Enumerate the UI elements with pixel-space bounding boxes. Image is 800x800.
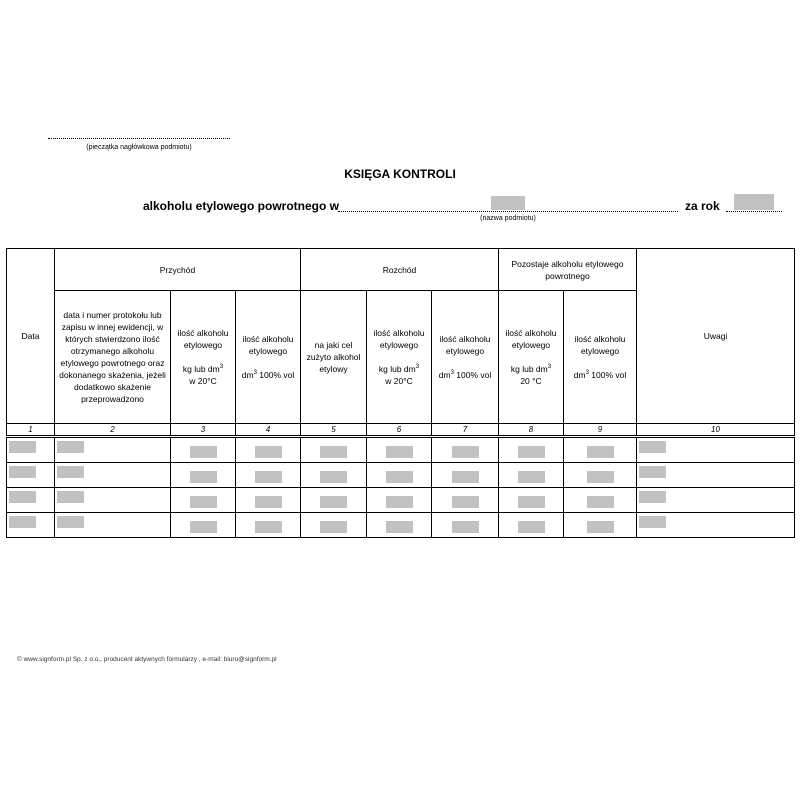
income-mass-input[interactable] xyxy=(190,496,217,508)
page-title: KSIĘGA KONTROLI xyxy=(344,167,456,181)
column-number: 4 xyxy=(236,424,301,437)
column-number: 6 xyxy=(367,424,432,437)
column-numbers-row xyxy=(7,424,795,437)
footer-copyright: © www.signform.pl Sp. z o.o., producent aktywnych formularzy , e-mail: biuro@signform.pl xyxy=(17,656,277,663)
header-outgo-volume: ilość alkoholu etylowego $dm^3$ 100% vol xyxy=(432,291,499,424)
stamp-dotted-line xyxy=(48,132,230,139)
column-number: 10 xyxy=(637,424,795,437)
remaining-volume-input[interactable] xyxy=(587,471,614,483)
column-number: 2 xyxy=(55,424,171,437)
income-mass-input[interactable] xyxy=(190,471,217,483)
column-number: 7 xyxy=(432,424,499,437)
purpose-input[interactable] xyxy=(320,496,347,508)
subtitle-label: alkoholu etylowego powrotnego w xyxy=(143,199,340,213)
remarks-input[interactable] xyxy=(639,516,666,528)
column-number: 8 xyxy=(499,424,564,437)
outgo-mass-input[interactable] xyxy=(386,446,413,458)
outgo-mass-input[interactable] xyxy=(386,521,413,533)
year-input[interactable] xyxy=(734,194,774,210)
remarks-input[interactable] xyxy=(639,466,666,478)
protocol-input[interactable] xyxy=(57,441,84,453)
protocol-input[interactable] xyxy=(57,516,84,528)
income-volume-input[interactable] xyxy=(255,471,282,483)
remarks-input[interactable] xyxy=(639,491,666,503)
date-input[interactable] xyxy=(9,516,36,528)
header-protocol: data i numer protokołu lub zapisu w innej ewidencji, w których stwierdzono ilość otrzymanego alkoholu etylowego powrotnego oraz dokonanego skażenia, jeżeli dodatkowo skażenie przeprowadzono xyxy=(55,291,171,424)
remaining-volume-input[interactable] xyxy=(587,521,614,533)
outgo-mass-input[interactable] xyxy=(386,496,413,508)
header-remaining: Pozostaje alkoholu etylowego powrotnego xyxy=(499,249,637,291)
outgo-mass-input[interactable] xyxy=(386,471,413,483)
column-number: 9 xyxy=(564,424,637,437)
income-mass-input[interactable] xyxy=(190,521,217,533)
outgo-volume-input[interactable] xyxy=(452,446,479,458)
column-number: 3 xyxy=(171,424,236,437)
header-outgo-mass: ilość alkoholu etylowego kg lub $dm^3$ w 20°C xyxy=(367,291,432,424)
header-date: Data xyxy=(7,249,55,424)
column-number: 5 xyxy=(301,424,367,437)
header-income-mass: ilość alkoholu etylowego kg lub $dm^3$ w 20°C xyxy=(171,291,236,424)
stamp-caption: (pieczątka nagłówkowa podmiotu) xyxy=(86,144,192,151)
entity-name-input[interactable] xyxy=(491,196,525,210)
protocol-input[interactable] xyxy=(57,491,84,503)
income-volume-input[interactable] xyxy=(255,496,282,508)
remaining-volume-input[interactable] xyxy=(587,496,614,508)
remaining-mass-input[interactable] xyxy=(518,521,545,533)
table-row xyxy=(7,463,795,488)
header-purpose: na jaki cel zużyto alkohol etylowy xyxy=(301,291,367,424)
remaining-mass-input[interactable] xyxy=(518,471,545,483)
remaining-mass-input[interactable] xyxy=(518,446,545,458)
outgo-volume-input[interactable] xyxy=(452,496,479,508)
header-remaining-mass: ilość alkoholu etylowego kg lub $dm^3$ 20 °C xyxy=(499,291,564,424)
table-row xyxy=(7,488,795,513)
header-income-volume: ilość alkoholu etylowego $dm^3$ 100% vol xyxy=(236,291,301,424)
year-label: za rok xyxy=(685,199,720,213)
date-input[interactable] xyxy=(9,441,36,453)
income-volume-input[interactable] xyxy=(255,521,282,533)
header-income: Przychód xyxy=(55,249,301,291)
income-mass-input[interactable] xyxy=(190,446,217,458)
outgo-volume-input[interactable] xyxy=(452,521,479,533)
date-input[interactable] xyxy=(9,466,36,478)
column-number: 1 xyxy=(7,424,55,437)
outgo-volume-input[interactable] xyxy=(452,471,479,483)
purpose-input[interactable] xyxy=(320,446,347,458)
header-outgo: Rozchód xyxy=(301,249,499,291)
ledger-table xyxy=(6,248,795,538)
remaining-mass-input[interactable] xyxy=(518,496,545,508)
table-row xyxy=(7,513,795,538)
date-input[interactable] xyxy=(9,491,36,503)
protocol-input[interactable] xyxy=(57,466,84,478)
remaining-volume-input[interactable] xyxy=(587,446,614,458)
header-remaining-volume: ilość alkoholu etylowego $dm^3$ 100% vol xyxy=(564,291,637,424)
purpose-input[interactable] xyxy=(320,471,347,483)
purpose-input[interactable] xyxy=(320,521,347,533)
entity-name-caption: (nazwa podmiotu) xyxy=(480,215,536,222)
header-remarks: Uwagi xyxy=(637,249,795,424)
remarks-input[interactable] xyxy=(639,441,666,453)
table-row xyxy=(7,437,795,463)
income-volume-input[interactable] xyxy=(255,446,282,458)
